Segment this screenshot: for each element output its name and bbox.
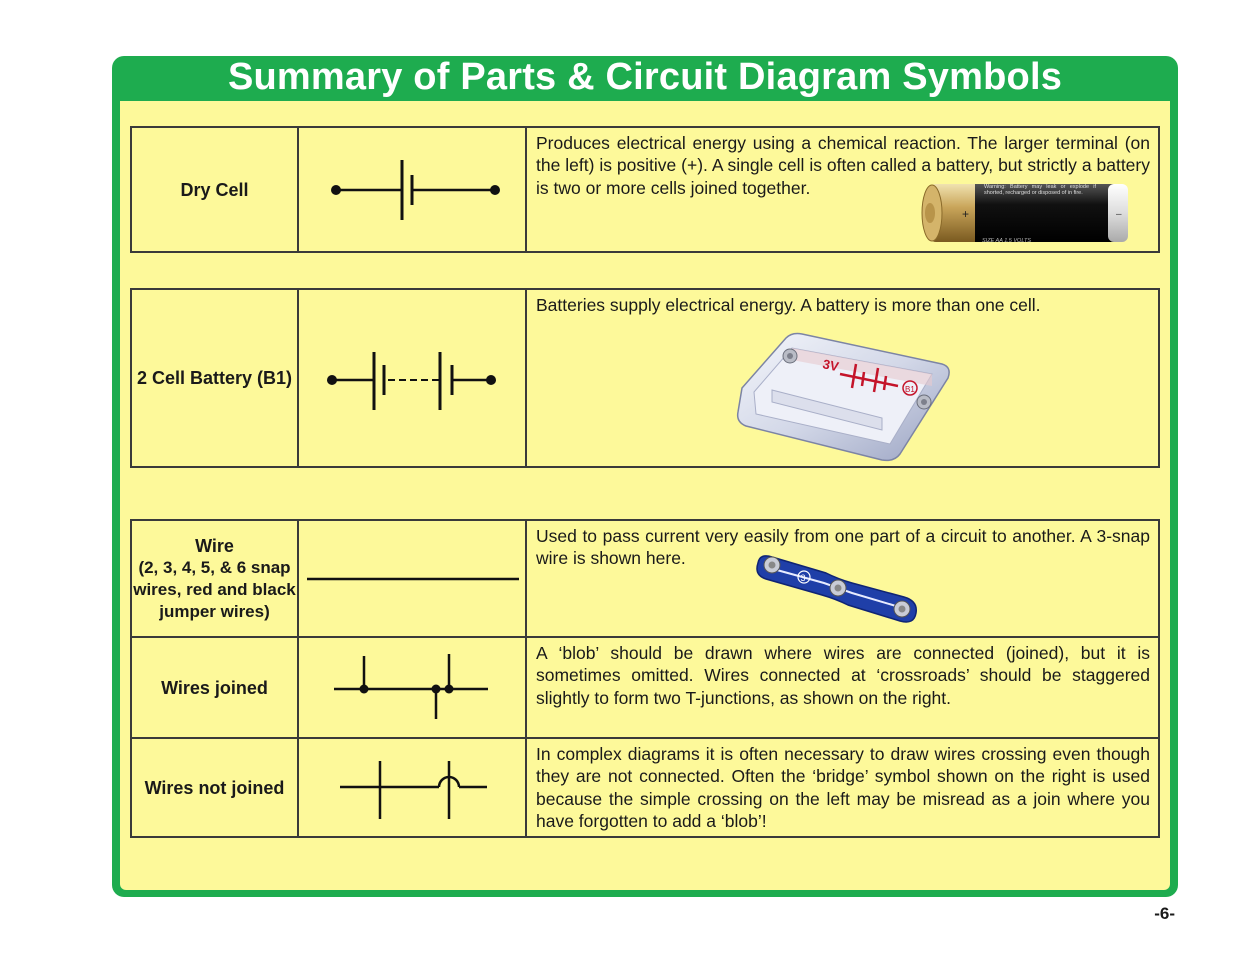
wire-name: Wire xyxy=(195,535,234,556)
wire-symbol-cell xyxy=(299,521,527,636)
holder-voltage-label: 3V xyxy=(821,356,841,375)
wire-description: Used to pass current very easily from one part of a circuit to another. A 3-snap wire is shown here. xyxy=(536,526,1150,569)
wire-symbol-icon xyxy=(299,521,525,636)
battery-size-text: SIZE AA 1.5 VOLTS xyxy=(982,238,1032,244)
dry-cell-row xyxy=(132,128,1158,251)
dry-cell-description: Produces electrical energy using a chemical reaction. The larger terminal (on the left) is positive (+). A single cell is often called a battery, but strictly a battery is two or more cells joined together. xyxy=(536,133,1150,198)
wires-joined-name: Wires joined xyxy=(132,638,299,737)
wires-joined-description: A ‘blob’ should be drawn where wires are connected (joined), but it is sometimes omitted. Wires connected at ‘crossroads’ should be staggered slightly to form two T-junctions, as shown on the right. xyxy=(536,643,1150,708)
dry-cell-description-cell xyxy=(527,128,1158,251)
wires-not-joined-symbol-cell xyxy=(299,739,527,836)
battery-plus-label: + xyxy=(962,207,970,221)
wires-table xyxy=(130,519,1160,838)
wires-not-joined-symbol-icon xyxy=(299,739,525,836)
dry-cell-name: Dry Cell xyxy=(132,128,299,251)
battery-holder-icon xyxy=(732,326,957,466)
wires-not-joined-description-cell xyxy=(527,739,1158,836)
battery-description-cell xyxy=(527,290,1158,466)
aa-battery-icon xyxy=(920,182,1140,246)
battery-minus-label: – xyxy=(1116,209,1122,220)
battery-symbol-cell xyxy=(299,290,527,466)
wires-not-joined-name: Wires not joined xyxy=(132,739,299,836)
wire-name-detail: (2, 3, 4, 5, & 6 snap wires, red and black jumper wires) xyxy=(133,557,296,621)
wires-joined-description-cell xyxy=(527,638,1158,737)
holder-label: B1 xyxy=(905,385,915,394)
wires-joined-symbol-cell xyxy=(299,638,527,737)
wire-name-cell xyxy=(132,521,299,636)
wires-joined-row xyxy=(132,636,1158,737)
wires-not-joined-description: In complex diagrams it is often necessary to draw wires crossing even though they are not connected. Often the ‘bridge’ symbol shown on the right is used because the simple crossing on the left may be misread as a join where you have forgotten to add a ‘blob’! xyxy=(536,744,1150,832)
snap-wire-number: 3 xyxy=(800,573,806,583)
page-number: -6- xyxy=(1154,904,1175,923)
wires-not-joined-row xyxy=(132,737,1158,836)
dry-cell-symbol-cell xyxy=(299,128,527,251)
battery-table xyxy=(130,288,1160,468)
wire-row xyxy=(132,521,1158,636)
cell-symbol-icon xyxy=(299,128,525,251)
wires-joined-symbol-icon xyxy=(299,638,525,737)
dry-cell-table xyxy=(130,126,1160,253)
battery-description: Batteries supply electrical energy. A battery is more than one cell. xyxy=(536,295,1041,315)
battery-symbol-icon xyxy=(299,290,525,466)
battery-warning-text: Warning: Battery may leak or explode if shorted, recharged or disposed of in fire. xyxy=(984,184,1096,196)
battery-row xyxy=(132,290,1158,466)
snap-wire-icon xyxy=(752,551,922,631)
wire-description-cell xyxy=(527,521,1158,636)
page-title: Summary of Parts & Circuit Diagram Symbols xyxy=(227,56,1063,98)
battery-name: 2 Cell Battery (B1) xyxy=(132,290,299,466)
